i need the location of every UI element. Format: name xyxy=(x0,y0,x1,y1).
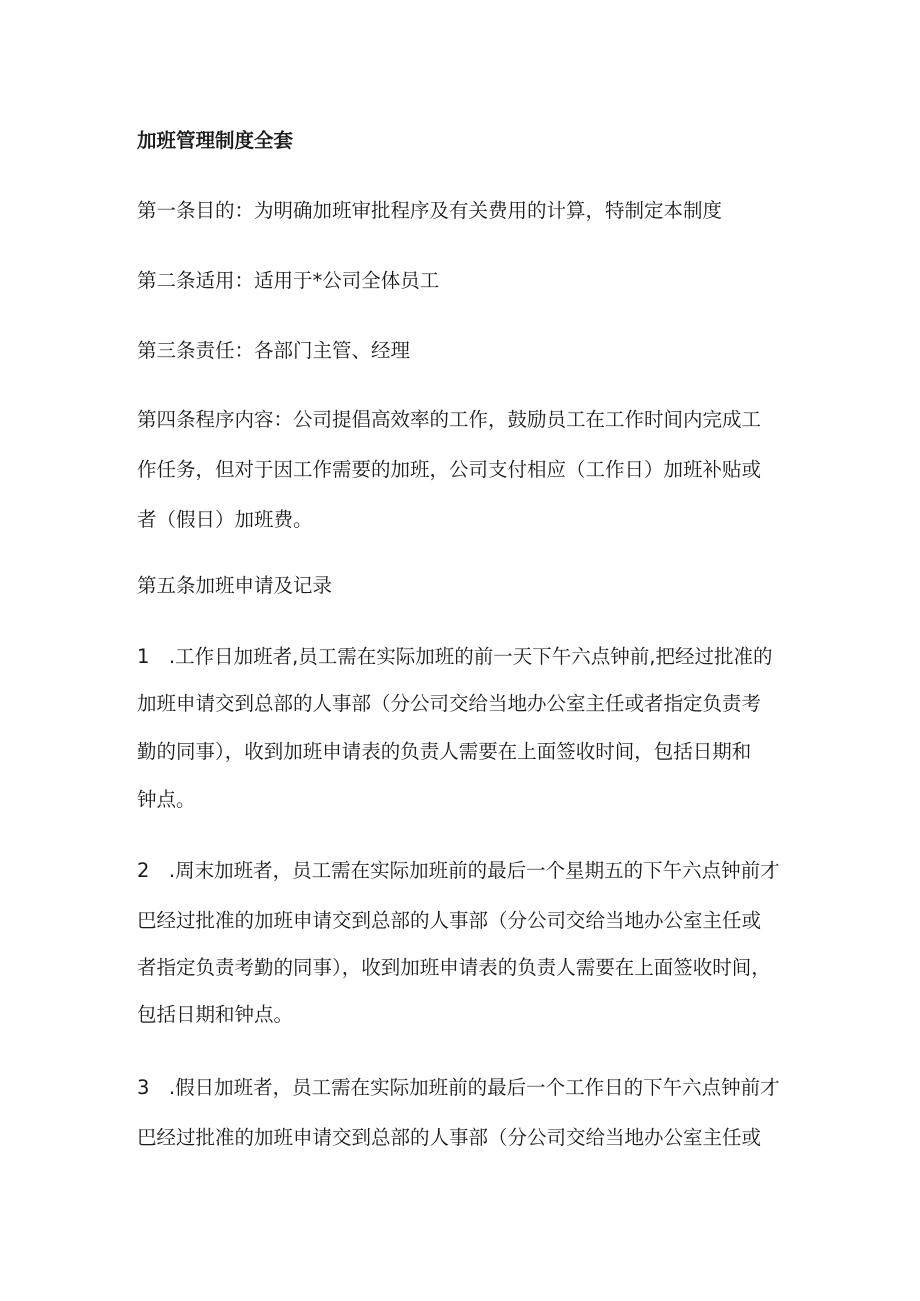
article-4-line-3: 者（假日）加班费。 xyxy=(137,508,313,531)
article-1-line-1: 第一条目的：为明确加班审批程序及有关费用的计算，特制定本制度 xyxy=(137,199,723,222)
item-1-line-4: 钟点。 xyxy=(137,788,196,811)
item-1-line-3: 勤的同事），收到加班申请表的负责人需要在上面签收时间，包括日期和 xyxy=(137,740,752,763)
item-2-line-4: 包括日期和钟点。 xyxy=(137,1003,294,1026)
item-3-line-1: 3 .假日加班者，员工需在实际加班前的最后一个工作日的下午六点钟前才 xyxy=(137,1076,780,1099)
article-2-line-1: 第二条适用：适用于*公司全体员工 xyxy=(137,269,440,292)
item-3-line-2: 巴经过批准的加班申请交到总部的人事部（分公司交给当地办公室主任或 xyxy=(137,1126,762,1149)
article-4-line-2: 作任务，但对于因工作需要的加班，公司支付相应（工作日）加班补贴或 xyxy=(137,458,762,481)
document-title: 加班管理制度全套 xyxy=(137,129,294,152)
item-1-line-1: 1 .工作日加班者,员工需在实际加班的前一天下午六点钟前,把经过批准的 xyxy=(137,645,773,668)
item-2-line-3: 者指定负责考勤的同事），收到加班申请表的负责人需要在上面签收时间， xyxy=(137,956,771,979)
article-3-line-1: 第三条责任：各部门主管、经理 xyxy=(137,339,411,362)
item-1-line-2: 加班申请交到总部的人事部（分公司交给当地办公室主任或者指定负责考 xyxy=(137,692,762,715)
item-2-line-2: 巴经过批准的加班申请交到总部的人事部（分公司交给当地办公室主任或 xyxy=(137,909,762,932)
article-4-line-1: 第四条程序内容：公司提倡高效率的工作，鼓励员工在工作时间内完成工 xyxy=(137,408,762,431)
item-2-line-1: 2 .周末加班者，员工需在实际加班前的最后一个星期五的下午六点钟前才 xyxy=(137,859,780,882)
article-5-line-1: 第五条加班申请及记录 xyxy=(137,574,333,597)
